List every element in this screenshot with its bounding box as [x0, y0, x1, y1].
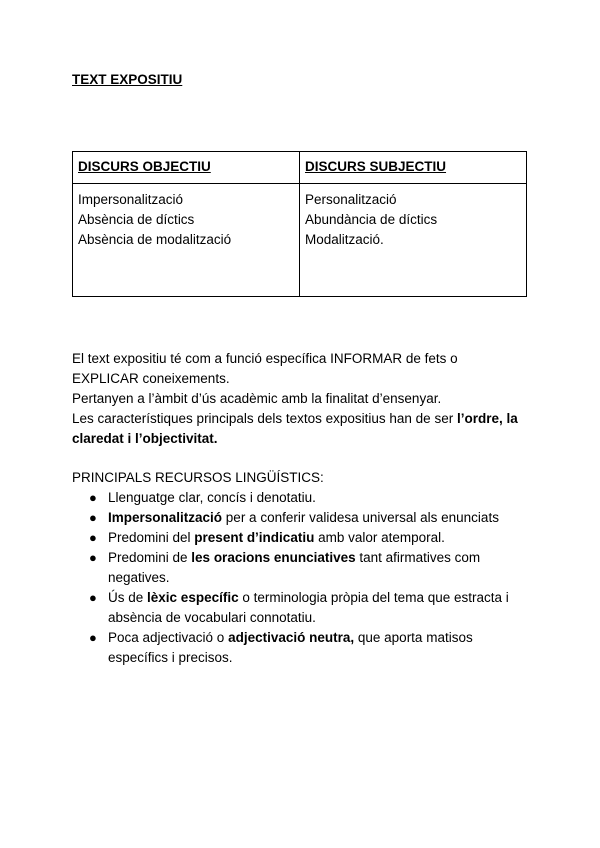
objectiu-item: Absència de modalització — [78, 232, 232, 247]
intro-line: El text expositiu té com a funció específica INFORMAR de fets o — [72, 351, 458, 366]
list-item — [72, 548, 532, 588]
item-text: per a conferir validesa universal als enunciats — [222, 510, 499, 525]
comparison-table — [72, 151, 527, 297]
recursos-heading: PRINCIPALS RECURSOS LINGÜÍSTICS: — [72, 470, 324, 485]
document-title: TEXT EXPOSITIU — [72, 72, 183, 87]
list-item — [72, 488, 532, 508]
item-text: Predomini de — [108, 550, 192, 565]
subjectiu-item: Abundància de díctics — [305, 212, 438, 227]
bullet-icon: ● — [89, 530, 97, 545]
bullet-icon: ● — [89, 590, 97, 605]
item-bold-text: lèxic específic — [147, 590, 239, 605]
objectiu-item: Absència de díctics — [78, 212, 195, 227]
item-text: o terminologia pròpia del tema que estracta i absència de vocabulari connotatiu. — [108, 590, 509, 625]
item-text: Predomini del — [108, 530, 195, 545]
recursos-list — [72, 488, 532, 668]
intro-text: Les característiques principals dels textos expositius han de ser — [72, 411, 457, 426]
cell-objectiu — [73, 184, 300, 297]
intro-line: EXPLICAR coneixements. — [72, 371, 230, 386]
item-text: tant afirmatives com negatives. — [108, 550, 481, 585]
bullet-icon: ● — [89, 630, 97, 645]
list-item — [72, 588, 532, 628]
header-objectiu: DISCURS OBJECTIU — [73, 152, 300, 184]
list-item — [72, 528, 532, 548]
subjectiu-item: Modalització. — [305, 232, 384, 247]
item-bold-text: present d’indicatiu — [194, 530, 315, 545]
item-text: que aporta matisos específics i precisos. — [108, 630, 473, 665]
list-item — [72, 508, 532, 528]
cell-subjectiu — [300, 184, 527, 297]
subjectiu-item: Personalització — [305, 192, 397, 207]
item-bold-text: les oracions enunciatives — [191, 550, 356, 565]
list-item — [72, 628, 532, 668]
item-text: Poca adjectivació o — [108, 630, 229, 645]
item-text: Ús de — [108, 590, 148, 605]
item-bold-text: adjectivació neutra, — [228, 630, 355, 645]
bullet-icon: ● — [89, 490, 97, 505]
bullet-icon: ● — [89, 510, 97, 525]
recursos-section — [72, 468, 532, 668]
bullet-icon: ● — [89, 550, 97, 565]
intro-paragraph-1 — [72, 349, 532, 389]
item-text: Llenguatge clar, concís i denotatiu. — [108, 490, 316, 505]
intro-section — [72, 349, 532, 449]
item-text: amb valor atemporal. — [314, 530, 445, 545]
intro-bold-text: l’ordre, la claredat i l’objectivitat. — [72, 411, 518, 446]
intro-paragraph-3 — [72, 409, 532, 449]
item-bold-text: Impersonalització — [108, 510, 223, 525]
header-subjectiu: DISCURS SUBJECTIU — [300, 152, 527, 184]
objectiu-item: Impersonalització — [78, 192, 184, 207]
intro-paragraph-2: Pertanyen a l’àmbit d’ús acadèmic amb la finalitat d’ensenyar. — [72, 391, 442, 406]
